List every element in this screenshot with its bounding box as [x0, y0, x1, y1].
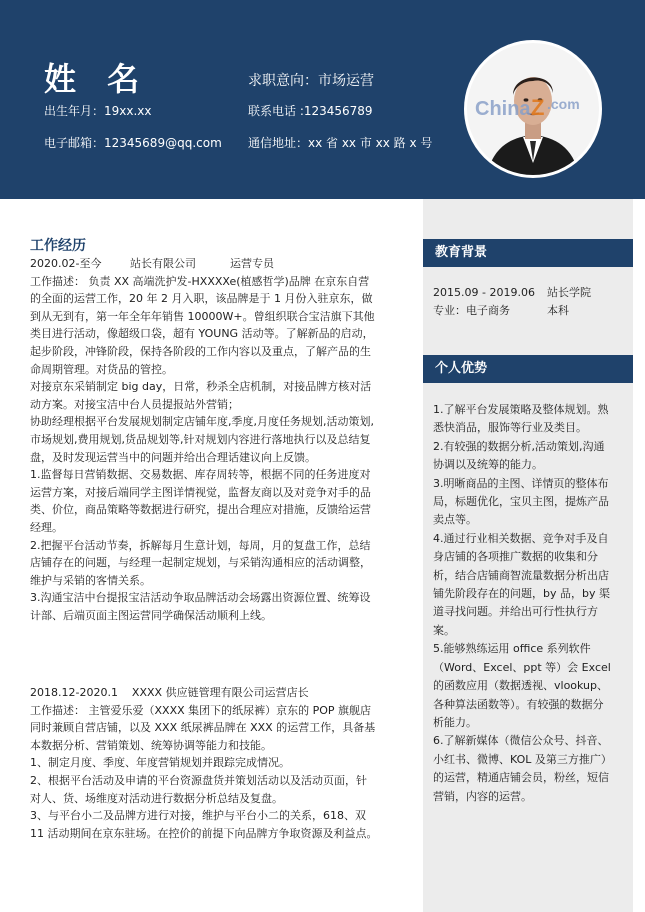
job2-text-line: 2、根据平台活动及申请的平台资源盘货并策划活动以及活动页面，针: [30, 773, 367, 787]
job1-text-line: 对接京东采销制定 big day，日常，秒杀全店机制，对接品牌方核对活: [30, 380, 372, 394]
job1-text-line: 维护与采销的客情关系。: [30, 573, 151, 587]
job2-text-line: 对人、货、场维度对活动进行数据分析总结及复盘。: [30, 791, 283, 805]
strength-text-line: 铺先阶段存在的问题，by 品，by 渠: [433, 587, 610, 601]
job1-text-line: 计部、后端页面主图运营同学确保活动顺利上线。: [30, 608, 272, 622]
svg-text:China: China: [475, 98, 531, 120]
job2-text-line: 1、制定月度、季度、年度营销规划并跟踪完成情况。: [30, 756, 290, 770]
strength-text-line: 析，结合店铺商智流量数据分析出店: [433, 568, 609, 582]
email-address: 电子邮箱：12345689@qq.com: [44, 136, 222, 150]
job1-block: [30, 255, 402, 624]
education-row-1: [433, 284, 625, 302]
job2-header: 2018.12-2020.1 XXXX 供应链管理有限公司运营店长: [30, 686, 309, 699]
job1-text-line: 店铺存在的问题，与经理一起制定规划，与采销沟通相应的活动调整，: [30, 556, 371, 570]
job1-text-line: 经理。: [30, 520, 63, 534]
job2-description: [30, 702, 402, 843]
education-major: 专业：电子商务: [433, 304, 510, 317]
strength-text-line: 局，标题优化，宝贝主图，提炼产品: [433, 495, 609, 509]
birth-date: 出生年月：19xx.xx: [44, 104, 152, 118]
job1-text-line: 类、价位，商品策略等数据进行研究，提出合理应对措施，反馈给运营: [30, 503, 371, 517]
job1-text-line: 工作描述： 负责 XX 高端洗护发-HXXXXe(植感哲学)品牌 在京东自营: [30, 274, 370, 288]
strength-text-line: 悉快消品，服饰等行业及类目。: [433, 421, 587, 435]
strength-text-line: 析能力。: [433, 715, 477, 729]
job1-text-line: 3.沟通宝洁中台提报宝洁活动争取品牌活动会场露出资源位置、统筹设: [30, 591, 371, 605]
strength-text-line: 身店铺的各项推广数据的收集和分: [433, 550, 598, 564]
strengths-list: [433, 401, 625, 806]
strength-text-line: 营销，内容的运营。: [433, 789, 532, 803]
svg-text:Z: Z: [531, 95, 545, 120]
svg-text:.com: .com: [547, 96, 580, 112]
job2-text-line: 同时兼顾自营店铺，以及 XXX 纸尿裤品牌在 XXX 的运营工作，具备基: [30, 721, 376, 735]
postal-address: 通信地址：xx 省 xx 市 xx 路 x 号: [248, 136, 433, 150]
job1-date: 2020.02-至今: [30, 257, 102, 270]
job1-text-line: 起步阶段，冲锋阶段，保持各阶段的工作内容以及重点，了解产品的生: [30, 344, 371, 358]
education-school: 站长学院: [547, 286, 591, 299]
strength-text-line: 1.了解平台发展策略及整体规划。熟: [433, 403, 609, 416]
education-block: [433, 284, 625, 320]
strength-text-line: 6.了解新媒体（微信公众号、抖音、: [433, 734, 609, 748]
strength-text-line: 4.通过行业相关数据、竞争对手及自: [433, 531, 609, 545]
strength-text-line: 协调以及统筹的能力。: [433, 458, 543, 472]
job1-text-line: 的全面的运营工作，20 年 2 月入职，该品牌是于 1 月份入驻京东，做: [30, 292, 373, 306]
strength-text-line: 5.能够熟练运用 office 系列软件: [433, 642, 591, 656]
job2-text-line: 本数据分析、营销策划、统筹协调等能力和技能。: [30, 738, 272, 752]
job2-text-line: 11 活动期间在京东驻场。在控价的前提下向品牌方争取资源及利益点。: [30, 826, 378, 840]
job1-text-line: 命周期管理。对货品的管控。: [30, 362, 173, 376]
education-section-title: 教育背景: [423, 239, 633, 267]
education-period: 2015.09 - 2019.06: [433, 286, 535, 299]
job1-text-line: 1.监督每日营销数据、交易数据、库存周转等，根据不同的任务进度对: [30, 468, 371, 482]
job1-text-line: 2.把握平台活动节奏，拆解每月生意计划，每周，月的复盘工作，总结: [30, 538, 371, 552]
portrait-image: [467, 43, 599, 175]
strength-text-line: 小红书、微博、KOL 及第三方推广）: [433, 752, 612, 766]
job1-company: 站长有限公司: [130, 257, 196, 270]
strength-text-line: 卖点等。: [433, 513, 477, 527]
header-banner: [0, 0, 645, 199]
job1-text-line: 动方案。对接宝洁中台人员提报站外营销；: [30, 397, 239, 411]
strength-text-line: 案。: [433, 623, 455, 637]
education-degree: 本科: [547, 304, 569, 317]
job1-text-line: 运营方案，对接后端同学主图详情视觉，监督友商以及对竞争对手的品: [30, 485, 371, 499]
strength-text-line: 3.明晰商品的主图、详情页的整体布: [433, 476, 609, 490]
job2-text-line: 3、与平台小二及品牌方进行对接，维护与平台小二的关系，618、双: [30, 809, 366, 823]
job2-text-line: 工作描述： 主管爱乐爱（XXXX 集团下的纸尿裤）京东的 POP 旗舰店: [30, 703, 372, 717]
candidate-name: 姓 名: [44, 60, 150, 98]
job1-description: [30, 273, 402, 625]
strengths-section-title: 个人优势: [423, 355, 633, 383]
strength-text-line: 2.有较强的数据分析,活动策划,沟通: [433, 439, 605, 453]
job-intent: 求职意向：市场运营: [248, 73, 374, 89]
profile-photo: [464, 40, 602, 178]
strength-text-line: 的运营，精通店铺会员，粉丝，短信: [433, 771, 609, 785]
strength-text-line: 道寻找问题。并给出可行性执行方: [433, 605, 598, 619]
job1-text-line: 市场规划,费用规划,货品规划等,针对规划内容进行落地执行以及总结复: [30, 432, 371, 446]
job1-header: [30, 255, 402, 273]
strength-text-line: 各种算法函数等）。有较强的数据分: [433, 697, 604, 711]
job1-position: 运营专员: [230, 257, 274, 270]
job1-text-line: 类目进行活动，像超级口袋，超有 YOUNG 活动等。了解新品的启动，: [30, 327, 374, 341]
job1-text-line: 到从无到有，第一年全年年销售 10000W+。曾组织联合宝洁旗下其他: [30, 309, 375, 323]
work-section-title: 工作经历: [30, 238, 86, 254]
education-row-2: [433, 302, 625, 320]
strength-text-line: 的函数应用（数据透视、vlookup、: [433, 679, 609, 693]
job2-block: [30, 684, 402, 842]
strength-text-line: （Word、Excel、ppt 等）会 Excel: [433, 660, 611, 674]
job1-text-line: 协助经理根据平台发展规划制定店铺年度,季度,月度任务规划,活动策划,: [30, 415, 374, 429]
phone-number: 联系电话 :123456789: [248, 104, 373, 118]
job1-text-line: 盘，及时发现运营当中的问题并给出合理话建议向上反馈。: [30, 450, 316, 464]
